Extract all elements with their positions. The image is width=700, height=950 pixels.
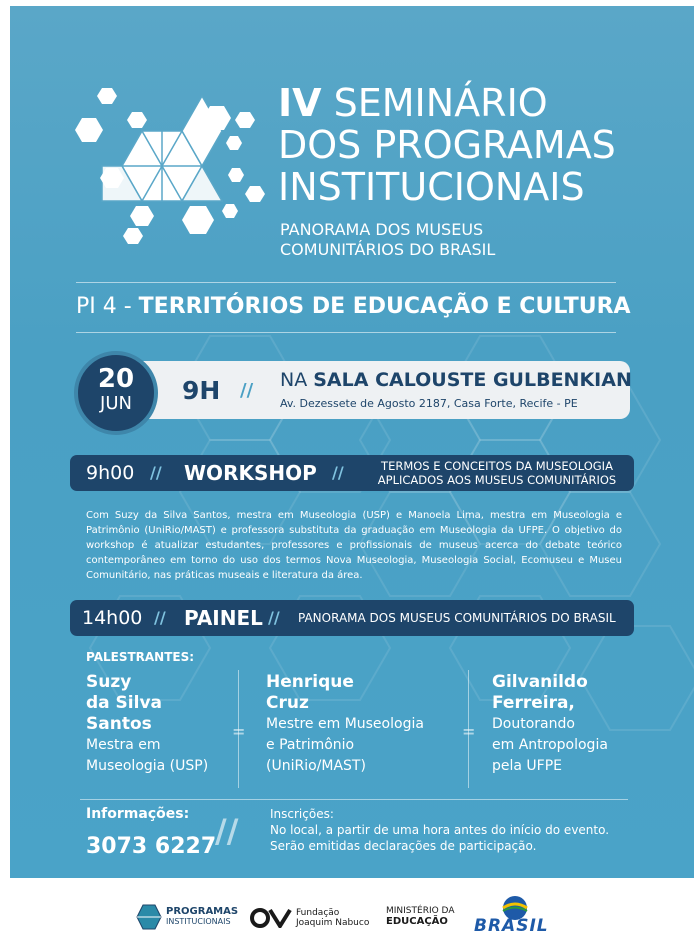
- poster: [10, 6, 694, 878]
- speaker-card: [86, 672, 208, 777]
- fundaj-mark-icon: [250, 908, 292, 928]
- program-name: TERRITÓRIOS DE EDUCAÇÃO E CULTURA: [138, 294, 631, 319]
- speaker-card: [492, 672, 608, 777]
- separator: //: [268, 608, 280, 627]
- event-address: Av. Dezessete de Agosto 2187, Casa Forte, Recife - PE: [280, 397, 578, 410]
- speaker-role: Mestra em: [86, 737, 161, 753]
- mec-line1: MINISTÉRIO DA: [386, 906, 455, 916]
- title-line2: DOS PROGRAMAS: [278, 123, 616, 167]
- speaker-role: em Antropologia: [492, 737, 608, 753]
- info-label: Informações:: [86, 806, 190, 822]
- divider: [80, 799, 628, 800]
- info-phone: 3073 6227: [86, 834, 217, 859]
- registration-info: [270, 806, 609, 854]
- event-hour: 9H: [182, 376, 221, 405]
- program-heading: [76, 294, 631, 319]
- speaker-name: Cruz: [266, 693, 309, 713]
- title-edition: IV: [278, 81, 322, 125]
- fundaj-line2: Joaquim Nabuco: [296, 918, 370, 928]
- title-line1: SEMINÁRIO: [321, 81, 548, 125]
- speaker-role: (UniRio/MAST): [266, 758, 366, 774]
- workshop-bar: [70, 455, 634, 491]
- title-line3: INSTITUCIONAIS: [278, 165, 585, 209]
- subtitle-line2: COMUNITÁRIOS DO BRASIL: [280, 240, 496, 259]
- speaker-role: Museologia (USP): [86, 758, 209, 774]
- brasil-logo: [470, 894, 560, 938]
- event-day: 20: [97, 364, 135, 394]
- registration-label: Inscrições:: [270, 807, 334, 821]
- painel-label: PAINEL: [184, 606, 263, 630]
- hexagon-icon: [136, 904, 162, 930]
- registration-line2: Serão emitidas declarações de participação.: [270, 839, 537, 853]
- mec-line2: EDUCAÇÃO: [386, 916, 448, 927]
- speaker-role: e Patrimônio: [266, 737, 355, 753]
- workshop-topic-line1: TERMOS E CONCEITOS DA MUSEOLOGIA: [381, 459, 613, 473]
- subtitle-line1: PANORAMA DOS MUSEUS: [280, 220, 484, 239]
- speaker-name: Santos: [86, 714, 152, 734]
- venue-name: SALA CALOUSTE GULBENKIAN: [313, 369, 632, 391]
- registration-line1: No local, a partir de uma hora antes do início do evento.: [270, 823, 610, 837]
- separator: //: [332, 463, 344, 482]
- workshop-description: Com Suzy da Silva Santos, mestra em Museologia (USP) e Manoela Lima, mestra em Museologia e Patrimônio (UniRio/MAST) e professora substituta da graduação em Museologia da UFPE. O objetivo do workshop é atualizar estudantes, professores e profissionais de museus acerca do debate teórico contemporâneo em torno do uso dos termos Nova Museologia, Museologia Social, Ecomuseu e Museu Comunitário, nas práticas museais e literatura da área.: [86, 510, 622, 581]
- separator: //: [154, 608, 166, 627]
- divider: [76, 332, 616, 333]
- date-badge: [74, 351, 158, 435]
- speaker-role: pela UFPE: [492, 758, 563, 774]
- separator: =: [462, 722, 476, 741]
- speaker-card: [266, 672, 424, 777]
- mec-logo: [386, 906, 454, 927]
- speaker-name: Ferreira,: [492, 693, 575, 713]
- workshop-topic-line2: APLICADOS AOS MUSEUS COMUNITÁRIOS: [377, 473, 617, 487]
- brasil-text: BRASIL: [474, 916, 549, 936]
- event-venue: [280, 369, 632, 391]
- divider: [76, 282, 616, 283]
- separator: //: [215, 812, 239, 850]
- speaker-name: Henrique: [266, 672, 354, 692]
- speaker-role: Doutorando: [492, 716, 575, 732]
- speaker-name: da Silva: [86, 693, 163, 713]
- speaker-name: Suzy: [86, 672, 132, 692]
- painel-topic: PANORAMA DOS MUSEUS COMUNITÁRIOS DO BRASIL: [298, 611, 616, 625]
- event-subtitle: [280, 220, 495, 260]
- programas-line2: INSTITUCIONAIS: [166, 917, 231, 926]
- sponsor-footer: [0, 880, 700, 950]
- hexagon-logo-icon: [72, 76, 272, 256]
- venue-prefix: NA: [280, 369, 314, 391]
- workshop-label: WORKSHOP: [184, 461, 317, 485]
- program-prefix: PI 4 -: [76, 294, 139, 319]
- workshop-time: 9h00: [86, 462, 135, 484]
- fundaj-line1: Fundação: [296, 908, 340, 918]
- separator: //: [240, 380, 254, 401]
- speakers-heading: PALESTRANTES:: [86, 650, 195, 664]
- speaker-role: Mestre em Museologia: [266, 716, 424, 732]
- painel-time: 14h00: [82, 607, 143, 629]
- event-title: [278, 82, 616, 208]
- separator: //: [150, 463, 162, 482]
- event-month: JUN: [100, 393, 132, 414]
- separator: =: [232, 722, 246, 741]
- workshop-topic: [368, 459, 626, 487]
- programas-line1: PROGRAMAS: [166, 906, 239, 917]
- speaker-name: Gilvanildo: [492, 672, 588, 692]
- painel-bar: [70, 600, 634, 636]
